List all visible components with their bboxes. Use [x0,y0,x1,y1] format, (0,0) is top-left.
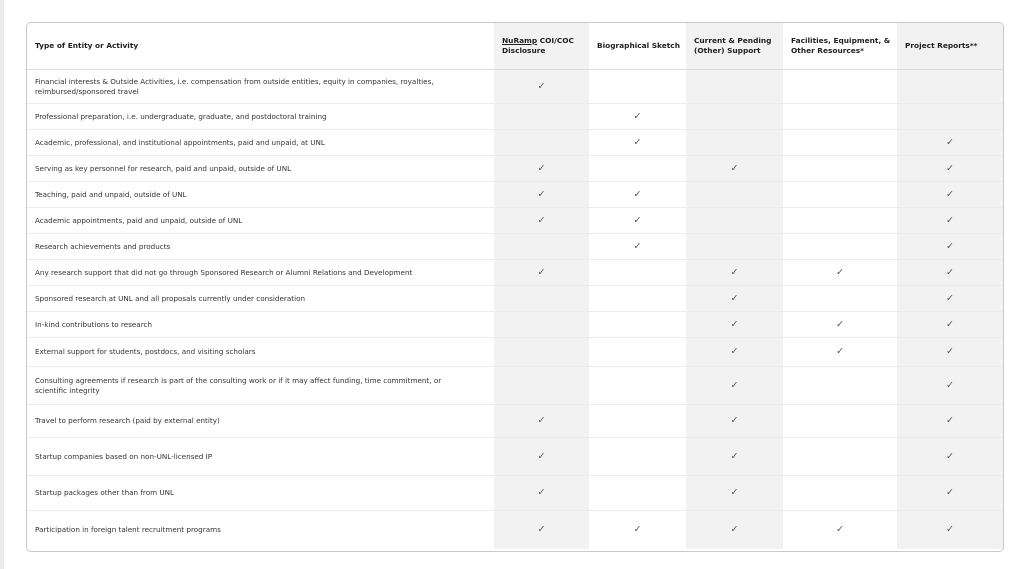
empty-cell [686,70,783,104]
table-row [27,130,1003,156]
empty-cell [783,208,897,234]
table-row [27,208,1003,234]
empty-cell [897,70,1003,104]
empty-cell [783,438,897,476]
empty-cell [686,182,783,208]
empty-cell [494,104,589,130]
activity-label: Travel to perform research (paid by external entity) [27,405,494,438]
check-mark-icon: ✓ [494,476,589,511]
activity-label: Research achievements and products [27,234,494,260]
header-current-pending-support: Current & Pending (Other) Support [686,23,783,70]
table-row [27,405,1003,438]
empty-cell [494,312,589,338]
empty-cell [783,405,897,438]
activity-label: Serving as key personnel for research, paid and unpaid, outside of UNL [27,156,494,182]
check-mark-icon: ✓ [897,476,1003,511]
check-mark-icon: ✓ [783,260,897,286]
empty-cell [686,208,783,234]
empty-cell [783,130,897,156]
check-mark-icon: ✓ [686,405,783,438]
activity-label: Any research support that did not go through Sponsored Research or Alumni Relations and Development [27,260,494,286]
empty-cell [589,438,686,476]
check-mark-icon: ✓ [494,182,589,208]
disclosure-table [27,23,1003,549]
check-mark-icon: ✓ [633,523,642,535]
activity-label: Professional preparation, i.e. undergraduate, graduate, and postdoctoral training [27,104,494,130]
table-row [27,338,1003,367]
check-mark-icon: ✓ [897,286,1003,312]
check-mark-icon: ✓ [897,438,1003,476]
table-row [27,312,1003,338]
activity-label: Startup companies based on non-UNL-licensed IP [27,438,494,476]
check-mark-icon: ✓ [494,405,589,438]
check-mark-icon: ✓ [686,511,783,549]
table-row [27,260,1003,286]
check-mark-icon: ✓ [897,234,1003,260]
check-mark-icon: ✓ [494,511,589,549]
check-mark-icon: ✓ [686,338,783,367]
table-row [27,234,1003,260]
check-mark-icon: ✓ [897,312,1003,338]
empty-cell [589,338,686,367]
empty-cell [783,286,897,312]
check-mark-icon: ✓ [783,312,897,338]
empty-cell [494,130,589,156]
activity-label: Startup packages other than from UNL [27,476,494,511]
check-mark-icon: ✓ [494,438,589,476]
check-mark-icon: ✓ [897,156,1003,182]
check-mark-icon: ✓ [686,312,783,338]
disclosure-table-container [26,22,1004,552]
check-mark-icon: ✓ [897,130,1003,156]
check-mark-icon: ✓ [897,405,1003,438]
activity-label: External support for students, postdocs, and visiting scholars [27,338,494,367]
header-facilities-resources: Facilities, Equipment, & Other Resources* [783,23,897,70]
table-row [27,476,1003,511]
empty-cell [783,70,897,104]
check-mark-icon: ✓ [494,208,589,234]
empty-cell [783,234,897,260]
empty-cell [589,286,686,312]
empty-cell [589,476,686,511]
header-activity: Type of Entity or Activity [27,23,494,70]
empty-cell [494,286,589,312]
activity-label: Teaching, paid and unpaid, outside of UNL [27,182,494,208]
table-row [27,70,1003,104]
check-mark-icon: ✓ [897,182,1003,208]
empty-cell [783,182,897,208]
table-row [27,367,1003,405]
check-mark-icon: ✓ [897,260,1003,286]
table-body [27,70,1003,549]
left-edge-divider [0,0,4,569]
empty-cell [589,312,686,338]
empty-cell [686,130,783,156]
nuramp-label: NuRamp [502,36,538,45]
header-project-reports: Project Reports** [897,23,1003,70]
check-mark-icon: ✓ [897,338,1003,367]
empty-cell [589,260,686,286]
empty-cell [589,156,686,182]
check-mark-icon: ✓ [494,70,589,104]
activity-label: Participation in foreign talent recruitment programs [35,524,221,534]
empty-cell [897,104,1003,130]
empty-cell [589,70,686,104]
activity-label: Financial interests & Outside Activities, i.e. compensation from outside entities, equity in companies, royalties, reimbursed/sponsored travel [27,70,494,104]
table-row [27,286,1003,312]
check-mark-icon: ✓ [589,130,686,156]
check-mark-icon: ✓ [686,156,783,182]
empty-cell [783,104,897,130]
header-biographical-sketch: Biographical Sketch [589,23,686,70]
nuramp-rest-label: COI/COC Disclosure [502,36,574,55]
empty-cell [589,405,686,438]
check-mark-icon: ✓ [589,104,686,130]
table-header-row [27,23,1003,70]
check-mark-icon: ✓ [783,338,897,367]
empty-cell [494,234,589,260]
check-mark-icon: ✓ [897,511,1003,549]
check-mark-icon: ✓ [589,208,686,234]
table-row [27,182,1003,208]
check-mark-icon: ✓ [686,260,783,286]
empty-cell [494,338,589,367]
check-mark-icon: ✓ [686,476,783,511]
check-mark-icon: ✓ [686,286,783,312]
check-mark-icon: ✓ [897,208,1003,234]
check-mark-icon: ✓ [686,367,783,405]
activity-label: Consulting agreements if research is part of the consulting work or if it may affect funding, time commitment, or scientific integrity [27,367,494,405]
check-mark-icon: ✓ [494,260,589,286]
empty-cell [783,476,897,511]
check-mark-icon: ✓ [897,367,1003,405]
empty-cell [686,104,783,130]
empty-cell [686,234,783,260]
check-mark-icon: ✓ [494,156,589,182]
table-row [27,156,1003,182]
activity-label: In-kind contributions to research [27,312,494,338]
activity-label: Academic, professional, and institutional appointments, paid and unpaid, at UNL [27,130,494,156]
empty-cell [589,367,686,405]
activity-label: Academic appointments, paid and unpaid, outside of UNL [27,208,494,234]
activity-label: Sponsored research at UNL and all proposals currently under consideration [27,286,494,312]
check-mark-icon: ✓ [686,438,783,476]
table-row [27,104,1003,130]
check-mark-icon: ✓ [836,523,844,535]
check-mark-icon: ✓ [589,182,686,208]
empty-cell [494,367,589,405]
check-mark-icon: ✓ [589,234,686,260]
empty-cell [783,367,897,405]
header-nuramp [494,23,589,70]
empty-cell [783,156,897,182]
table-row [27,511,1003,549]
table-row [27,438,1003,476]
